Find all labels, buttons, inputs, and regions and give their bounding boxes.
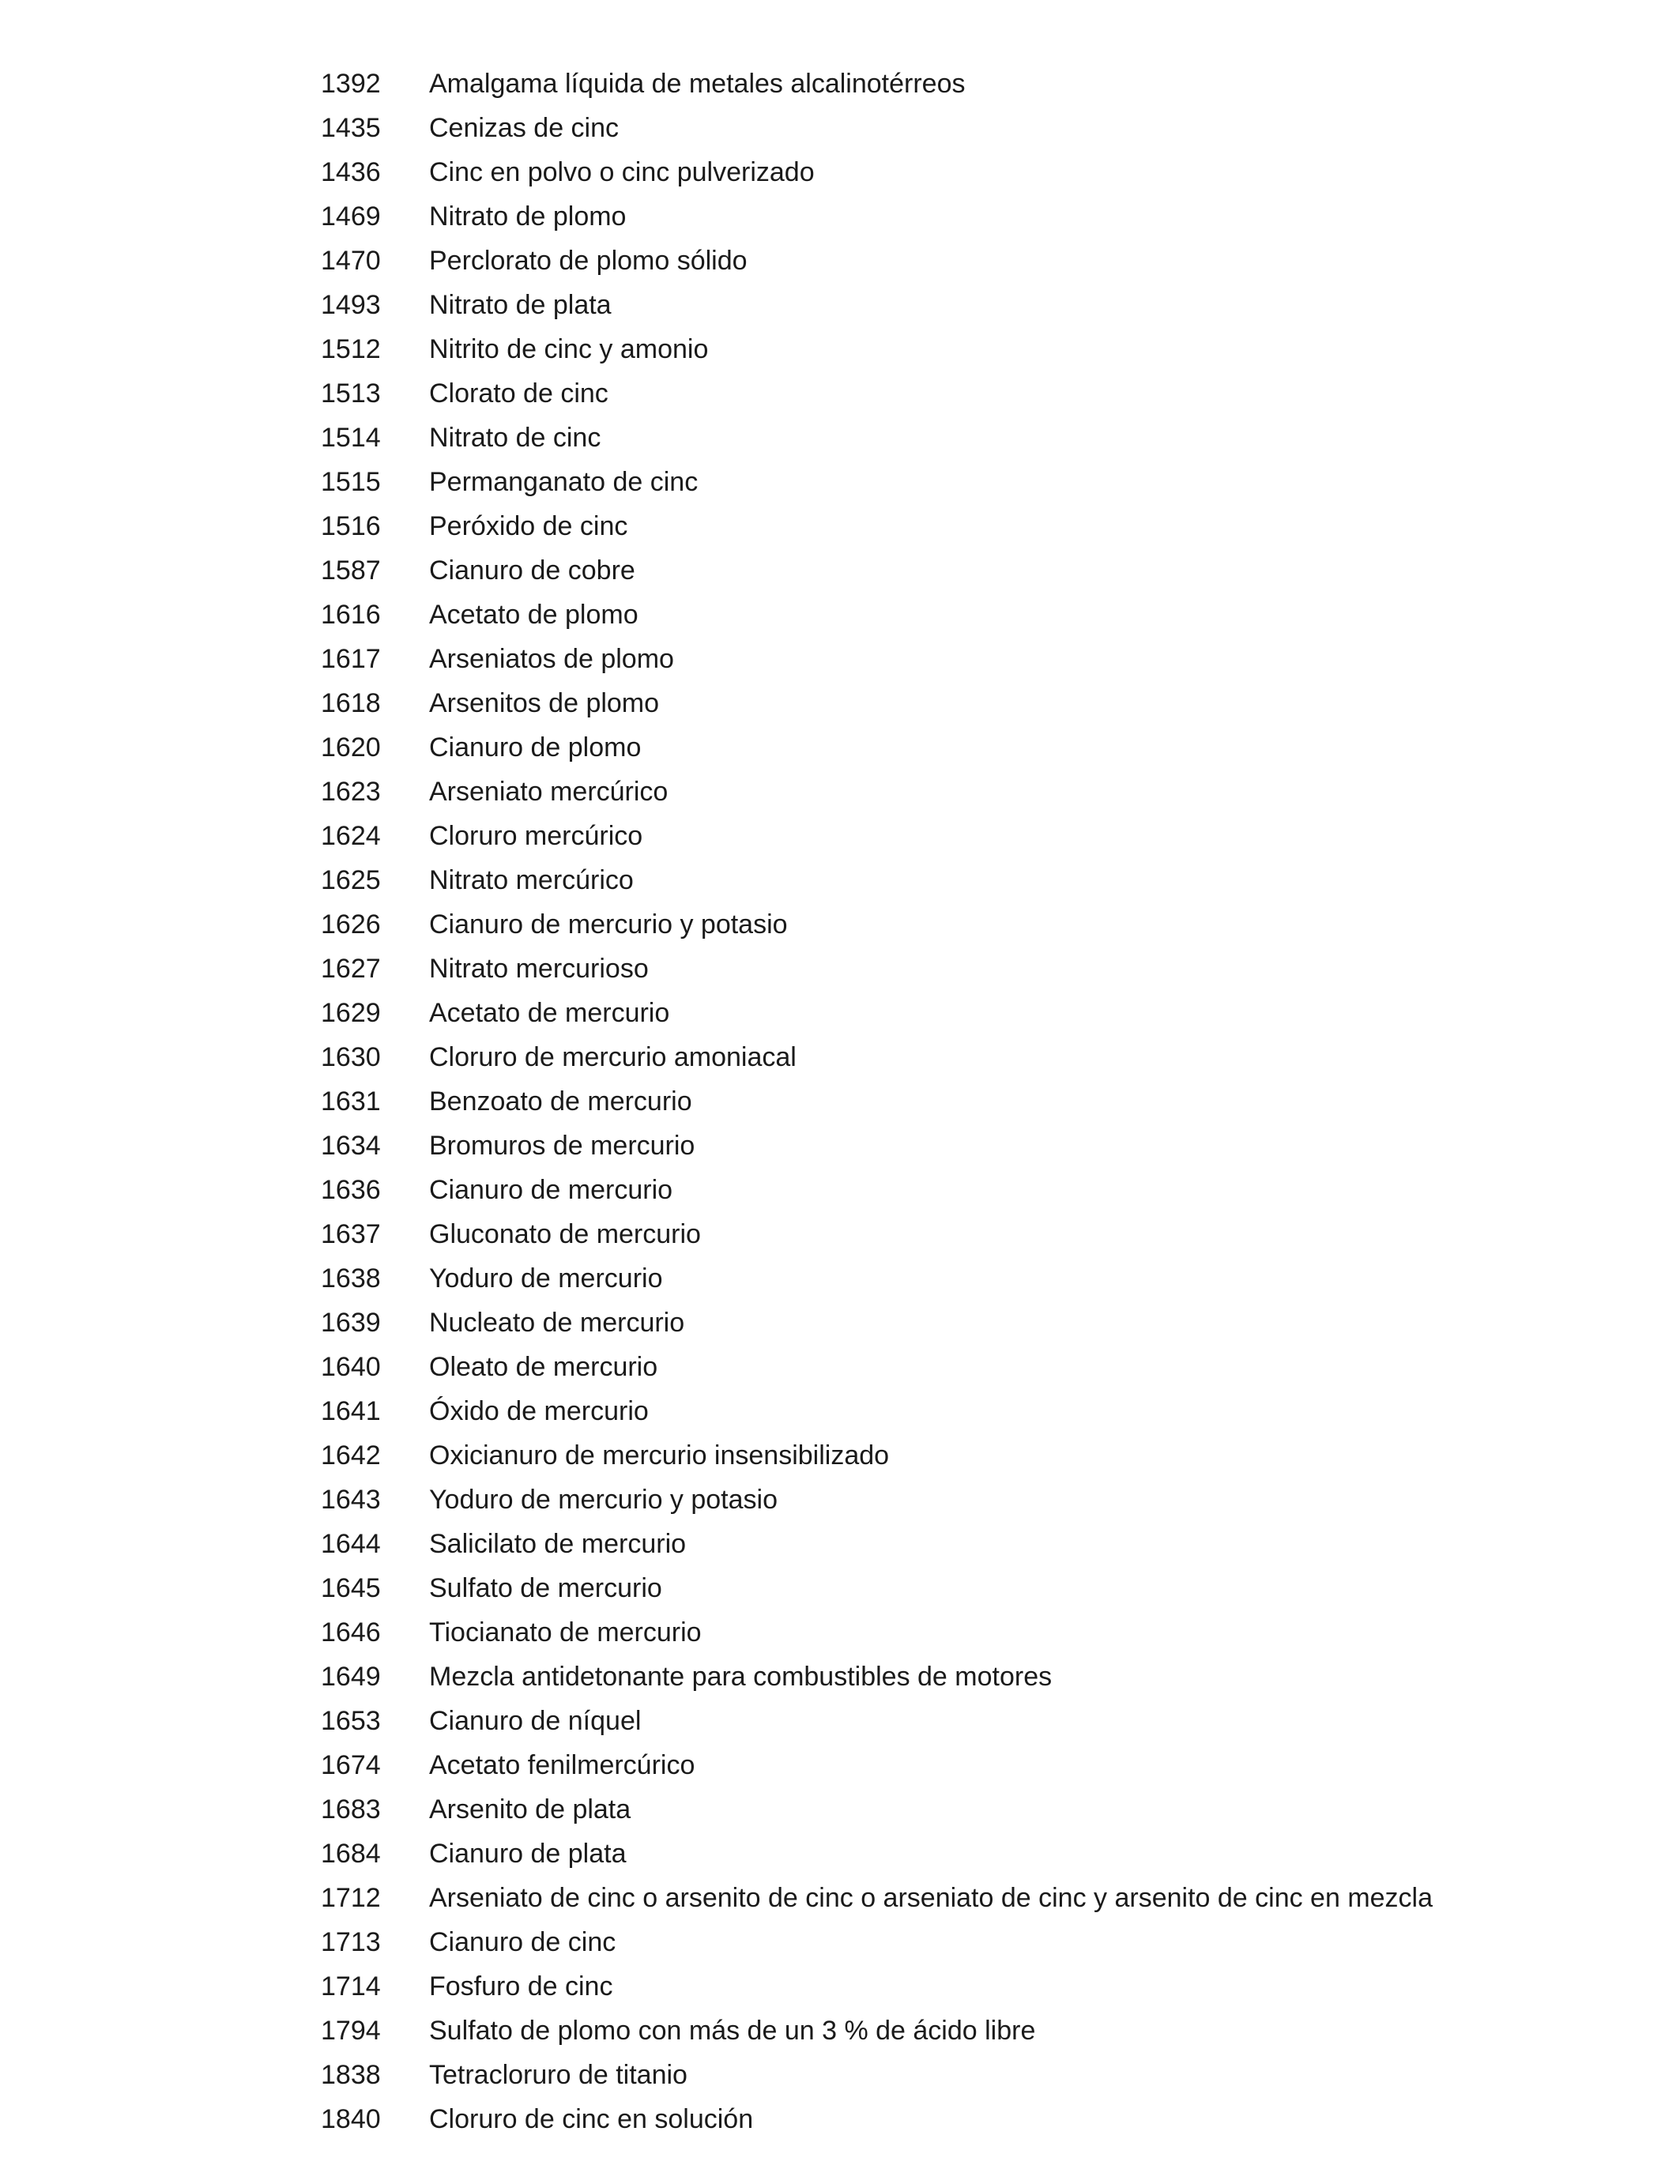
entry-code: 1617	[321, 644, 381, 674]
entry-code: 1620	[321, 732, 381, 763]
list-item	[321, 1920, 1617, 1964]
entry-code: 1653	[321, 1706, 381, 1736]
entry-name: Yoduro de mercurio y potasio	[429, 1485, 778, 1515]
list-item	[321, 858, 1617, 902]
entry-name: Nitrato mercúrico	[429, 865, 634, 895]
list-item	[321, 637, 1617, 681]
list-item	[321, 1522, 1617, 1566]
entry-name: Mezcla antidetonante para combustibles de motores	[429, 1662, 1053, 1692]
entry-name: Cenizas de cinc	[429, 113, 620, 143]
entry-code: 1618	[321, 688, 381, 718]
list-item	[321, 1124, 1617, 1168]
entry-name: Peróxido de cinc	[429, 511, 628, 541]
entry-name: Cloruro de cinc en solución	[429, 2104, 754, 2134]
entry-code: 1644	[321, 1529, 381, 1559]
entry-name: Permanganato de cinc	[429, 467, 699, 497]
list-item	[321, 283, 1617, 327]
entry-name: Cinc en polvo o cinc pulverizado	[429, 157, 815, 187]
list-item	[321, 593, 1617, 637]
list-item	[321, 1035, 1617, 1079]
entry-code: 1514	[321, 423, 381, 453]
entry-code: 1624	[321, 821, 381, 851]
entry-code: 1512	[321, 334, 381, 364]
list-item	[321, 1964, 1617, 2009]
entry-code: 1641	[321, 1396, 381, 1426]
entry-name: Cianuro de cinc	[429, 1927, 616, 1957]
list-item	[321, 1787, 1617, 1832]
entry-name: Gluconato de mercurio	[429, 1219, 701, 1249]
list-item	[321, 1345, 1617, 1389]
entry-code: 1713	[321, 1927, 381, 1957]
entry-code: 1794	[321, 2016, 381, 2046]
entry-code: 1634	[321, 1131, 381, 1161]
list-item	[321, 1566, 1617, 1610]
entry-name: Cianuro de cobre	[429, 555, 635, 586]
entry-code: 1643	[321, 1485, 381, 1515]
entry-name: Arsenitos de plomo	[429, 688, 660, 718]
list-item	[321, 150, 1617, 194]
entry-code: 1623	[321, 777, 381, 807]
list-item	[321, 1212, 1617, 1256]
list-item	[321, 2009, 1617, 2053]
list-item	[321, 1610, 1617, 1655]
entry-name: Yoduro de mercurio	[429, 1263, 663, 1293]
list-item	[321, 1256, 1617, 1301]
entry-name: Tiocianato de mercurio	[429, 1617, 702, 1647]
entry-name: Nitrito de cinc y amonio	[429, 334, 709, 364]
entry-name: Acetato de mercurio	[429, 998, 670, 1028]
list-item	[321, 1478, 1617, 1522]
entry-name: Fosfuro de cinc	[429, 1971, 613, 2001]
list-item	[321, 1079, 1617, 1124]
list-item	[321, 1168, 1617, 1212]
entry-name: Cianuro de mercurio y potasio	[429, 909, 788, 939]
entry-name: Benzoato de mercurio	[429, 1086, 692, 1116]
entry-name: Arseniato de cinc o arsenito de cinc o arseniato de cinc y arsenito de cinc en mezcla	[429, 1883, 1433, 1913]
list-item	[321, 2097, 1617, 2141]
entry-name: Cianuro de plomo	[429, 732, 642, 763]
entry-code: 1683	[321, 1794, 381, 1824]
list-item	[321, 1433, 1617, 1478]
entry-code: 1516	[321, 511, 381, 541]
entry-code: 1436	[321, 157, 381, 187]
entry-name: Acetato de plomo	[429, 600, 638, 630]
list-item	[321, 902, 1617, 947]
list-item	[321, 770, 1617, 814]
entry-code: 1493	[321, 290, 381, 320]
entry-name: Salicilato de mercurio	[429, 1529, 687, 1559]
entry-name: Nitrato de plata	[429, 290, 612, 320]
entry-name: Cloruro mercúrico	[429, 821, 643, 851]
list-item	[321, 2053, 1617, 2097]
entry-name: Nitrato mercurioso	[429, 954, 649, 984]
list-item	[321, 62, 1617, 106]
entry-code: 1649	[321, 1662, 381, 1692]
entry-name: Bromuros de mercurio	[429, 1131, 695, 1161]
entry-code: 1587	[321, 555, 381, 586]
entry-code: 1470	[321, 246, 381, 276]
list-item	[321, 991, 1617, 1035]
entry-name: Sulfato de mercurio	[429, 1573, 662, 1603]
entry-code: 1630	[321, 1042, 381, 1072]
entry-code: 1640	[321, 1352, 381, 1382]
entry-code: 1638	[321, 1263, 381, 1293]
entry-code: 1469	[321, 201, 381, 232]
entry-code: 1714	[321, 1971, 381, 2001]
list-item	[321, 371, 1617, 416]
entry-name: Tetracloruro de titanio	[429, 2060, 687, 2090]
list-item	[321, 681, 1617, 725]
substance-list	[321, 62, 1617, 2141]
entry-name: Cianuro de plata	[429, 1839, 627, 1869]
entry-name: Cianuro de níquel	[429, 1706, 642, 1736]
list-item	[321, 327, 1617, 371]
entry-name: Arsenito de plata	[429, 1794, 631, 1824]
entry-code: 1684	[321, 1839, 381, 1869]
list-item	[321, 106, 1617, 150]
entry-name: Óxido de mercurio	[429, 1396, 649, 1426]
list-item	[321, 725, 1617, 770]
entry-code: 1435	[321, 113, 381, 143]
entry-code: 1627	[321, 954, 381, 984]
list-item	[321, 1655, 1617, 1699]
entry-name: Perclorato de plomo sólido	[429, 246, 748, 276]
entry-code: 1712	[321, 1883, 381, 1913]
list-item	[321, 1743, 1617, 1787]
list-item	[321, 1832, 1617, 1876]
list-item	[321, 1301, 1617, 1345]
entry-name: Cloruro de mercurio amoniacal	[429, 1042, 797, 1072]
entry-name: Sulfato de plomo con más de un 3 % de ácido libre	[429, 2016, 1036, 2046]
list-item	[321, 1389, 1617, 1433]
entry-code: 1639	[321, 1308, 381, 1338]
list-item	[321, 814, 1617, 858]
entry-code: 1642	[321, 1440, 381, 1470]
entry-code: 1838	[321, 2060, 381, 2090]
list-item	[321, 1699, 1617, 1743]
entry-name: Cianuro de mercurio	[429, 1175, 673, 1205]
entry-code: 1637	[321, 1219, 381, 1249]
list-item	[321, 194, 1617, 239]
list-item	[321, 548, 1617, 593]
entry-name: Arseniatos de plomo	[429, 644, 674, 674]
list-item	[321, 416, 1617, 460]
entry-name: Amalgama líquida de metales alcalinotérreos	[429, 69, 966, 99]
entry-code: 1636	[321, 1175, 381, 1205]
entry-code: 1625	[321, 865, 381, 895]
list-item	[321, 1876, 1617, 1920]
entry-name: Oxicianuro de mercurio insensibilizado	[429, 1440, 890, 1470]
list-item	[321, 239, 1617, 283]
entry-name: Oleato de mercurio	[429, 1352, 658, 1382]
entry-code: 1392	[321, 69, 381, 99]
entry-name: Nitrato de cinc	[429, 423, 601, 453]
entry-code: 1515	[321, 467, 381, 497]
entry-code: 1646	[321, 1617, 381, 1647]
entry-name: Clorato de cinc	[429, 378, 608, 409]
entry-code: 1631	[321, 1086, 381, 1116]
list-item	[321, 947, 1617, 991]
entry-name: Nitrato de plomo	[429, 201, 627, 232]
entry-code: 1840	[321, 2104, 381, 2134]
entry-code: 1513	[321, 378, 381, 409]
list-item	[321, 504, 1617, 548]
entry-code: 1626	[321, 909, 381, 939]
entry-code: 1629	[321, 998, 381, 1028]
entry-name: Nucleato de mercurio	[429, 1308, 685, 1338]
entry-code: 1645	[321, 1573, 381, 1603]
entry-code: 1616	[321, 600, 381, 630]
entry-name: Arseniato mercúrico	[429, 777, 669, 807]
entry-name: Acetato fenilmercúrico	[429, 1750, 695, 1780]
entry-code: 1674	[321, 1750, 381, 1780]
list-item	[321, 460, 1617, 504]
